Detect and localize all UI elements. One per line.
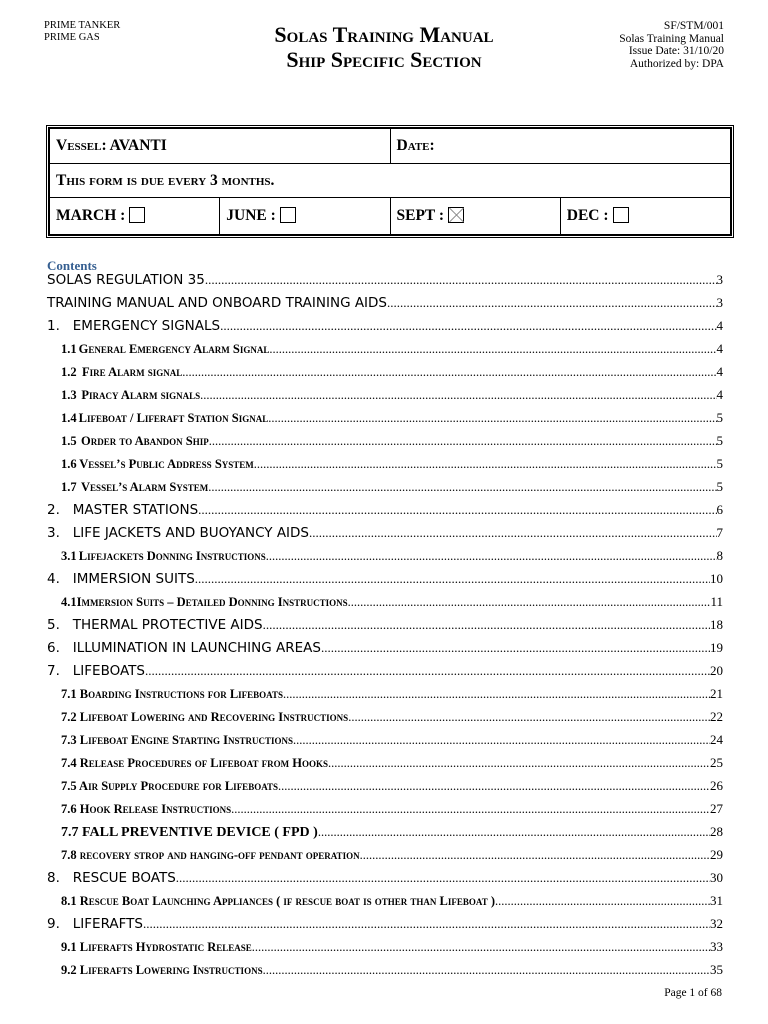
toc-title: 7.5 Air Supply Procedure for Lifeboats (61, 779, 279, 793)
toc-entry[interactable] (47, 640, 723, 663)
toc-page: 5 (716, 456, 723, 471)
toc-title: 7.6 Hook Release Instructions (61, 802, 232, 816)
toc-title: 8.1 Rescue Boat Launching Appliances ( if rescue boat is other than Lifeboat ) (61, 894, 496, 908)
authorized-by: Authorized by: DPA (629, 57, 724, 70)
toc-entry[interactable] (47, 456, 723, 479)
toc-title: Fire Alarm signal (82, 365, 183, 379)
toc-entry[interactable] (47, 870, 723, 893)
page-number: Page 1 of 68 (664, 987, 722, 999)
toc-page: 4 (716, 318, 723, 333)
toc-number: 1.5 (61, 434, 77, 448)
toc-entry[interactable] (47, 686, 723, 709)
toc-number: 4. (47, 571, 60, 587)
document-info (619, 20, 724, 70)
toc-number: 8. (47, 870, 60, 886)
toc-page: 27 (710, 801, 723, 816)
doc-name: Solas Training Manual (619, 32, 724, 45)
toc-page: 19 (710, 640, 723, 655)
toc-page: 25 (710, 755, 723, 770)
toc-title: ILLUMINATION IN LAUNCHING AREAS (72, 640, 321, 656)
month-label: JUNE : (226, 207, 276, 224)
toc-entry[interactable] (47, 479, 723, 502)
toc-page: 11 (710, 594, 723, 609)
toc-number: 7. (47, 663, 60, 679)
toc-title: 9.2 Liferafts Lowering Instructions (61, 963, 263, 977)
toc-number: 1.3 (61, 388, 77, 402)
toc-entry[interactable] (47, 824, 723, 847)
toc-number: 1.4 (61, 411, 77, 425)
company-line-2: PRIME GAS (44, 32, 100, 43)
toc-entry[interactable] (47, 318, 723, 341)
toc-entry[interactable] (47, 755, 723, 778)
month-march (50, 198, 220, 235)
toc-title: 9.1 Liferafts Hydrostatic Release (61, 940, 252, 954)
toc-page: 10 (710, 571, 723, 586)
toc-number: 4.1 (61, 595, 77, 609)
toc-number: 2. (47, 502, 60, 518)
vessel-cell (50, 129, 391, 164)
toc-page: 8 (716, 548, 723, 563)
toc-number: 1.6 (61, 457, 77, 471)
toc-title: 7.1 Boarding Instructions for Lifeboats (61, 687, 284, 701)
title-line-1: Solas Training Manual (274, 22, 494, 47)
month-june (220, 198, 390, 235)
toc-entry[interactable] (47, 916, 723, 939)
vessel-value: AVANTI (109, 137, 167, 154)
date-label: Date: (396, 137, 435, 154)
toc-entry[interactable] (47, 548, 723, 571)
toc-entry[interactable] (47, 663, 723, 686)
toc-entry[interactable] (47, 410, 723, 433)
toc-entry[interactable] (47, 801, 723, 824)
toc-page: 4 (716, 364, 723, 379)
toc-entry[interactable] (47, 364, 723, 387)
toc-page: 28 (710, 824, 723, 839)
dec-checkbox[interactable] (613, 207, 629, 223)
toc-number: 6. (47, 640, 60, 656)
toc-entry[interactable] (47, 778, 723, 801)
toc-number: 9. (47, 916, 60, 932)
toc-title: Lifejackets Donning Instructions (78, 549, 266, 563)
vessel-form (46, 125, 734, 238)
sept-checkbox[interactable] (448, 207, 464, 223)
toc-title: RESCUE BOATS (72, 870, 176, 886)
toc-page: 32 (710, 916, 723, 931)
toc-number: 1.7 (61, 480, 77, 494)
vessel-label: Vessel: (56, 137, 107, 154)
toc-title: Vessel’s Alarm System (81, 480, 209, 494)
table-of-contents (47, 272, 723, 985)
june-checkbox[interactable] (280, 207, 296, 223)
toc-title: LIFERAFTS (72, 916, 143, 932)
due-note: This form is due every 3 months. (50, 164, 731, 198)
title-line-2: Ship Specific Section (286, 47, 482, 72)
toc-entry[interactable] (47, 571, 723, 594)
toc-page: 4 (716, 387, 723, 402)
toc-title: 7.8 recovery strop and hanging-off pendant operation (61, 848, 360, 862)
toc-page: 6 (716, 502, 723, 517)
toc-page: 26 (710, 778, 723, 793)
document-title (200, 22, 568, 72)
toc-entry[interactable] (47, 433, 723, 456)
toc-page: 29 (710, 847, 723, 862)
toc-title: 7.7 FALL PREVENTIVE DEVICE ( FPD ) (61, 825, 318, 840)
toc-page: 22 (710, 709, 723, 724)
toc-entry[interactable] (47, 295, 723, 318)
toc-page: 5 (716, 479, 723, 494)
toc-page: 20 (710, 663, 723, 678)
toc-title: 7.3 Lifeboat Engine Starting Instructions (61, 733, 294, 747)
toc-title: LIFEBOATS (72, 663, 145, 679)
toc-entry[interactable] (47, 341, 723, 364)
toc-page: 5 (716, 433, 723, 448)
toc-number: 3.1 (61, 549, 77, 563)
doc-code: SF/STM/001 (663, 20, 724, 32)
toc-title: THERMAL PROTECTIVE AIDS (72, 617, 263, 633)
toc-page: 21 (710, 686, 723, 701)
month-label: DEC : (566, 207, 609, 224)
toc-entry[interactable] (47, 893, 723, 916)
toc-title: Lifeboat / Liferaft Station Signal (78, 411, 269, 425)
toc-page: 5 (716, 410, 723, 425)
toc-entry[interactable] (47, 617, 723, 640)
toc-entry[interactable] (47, 709, 723, 732)
toc-page: 24 (710, 732, 723, 747)
contents-heading: Contents (47, 258, 97, 273)
toc-title: MASTER STATIONS (72, 502, 199, 518)
toc-title: Order to Abandon Ship (81, 434, 209, 448)
toc-page: 7 (716, 525, 723, 540)
toc-page: 3 (716, 272, 723, 287)
toc-page: 33 (710, 939, 723, 954)
toc-entry[interactable] (47, 847, 723, 870)
toc-title: EMERGENCY SIGNALS (72, 318, 221, 334)
toc-title: Immersion Suits – Detailed Donning Instructions (76, 595, 348, 609)
toc-page: 30 (710, 870, 723, 885)
toc-number: 3. (47, 525, 60, 541)
march-checkbox[interactable] (129, 207, 145, 223)
toc-number: 1.1 (61, 342, 77, 356)
month-label: SEPT : (396, 207, 445, 224)
toc-page: 18 (710, 617, 723, 632)
toc-entry[interactable] (47, 594, 723, 617)
company-names (44, 20, 120, 44)
toc-entry[interactable] (47, 525, 723, 548)
toc-number: 1.2 (61, 365, 77, 379)
toc-page: 31 (710, 893, 723, 908)
date-cell[interactable] (390, 129, 731, 164)
toc-title: 7.4 Release Procedures of Lifeboat from Hooks (61, 756, 328, 770)
toc-title: Piracy Alarm signals (81, 388, 201, 402)
toc-title: LIFE JACKETS AND BUOYANCY AIDS (72, 525, 310, 541)
toc-entry[interactable] (47, 502, 723, 525)
toc-entry[interactable] (47, 732, 723, 755)
toc-title: 7.2 Lifeboat Lowering and Recovering Instructions (61, 710, 349, 724)
toc-entry[interactable] (47, 939, 723, 962)
toc-entry[interactable] (47, 387, 723, 410)
company-line-1: PRIME TANKER (44, 20, 121, 31)
toc-title: General Emergency Alarm Signal (78, 342, 270, 356)
toc-page: 3 (716, 295, 723, 310)
month-sept (390, 198, 560, 235)
toc-entry[interactable] (47, 272, 723, 295)
issue-date: Issue Date: 31/10/20 (628, 45, 724, 57)
toc-title: Vessel’s Public Address System (79, 457, 254, 471)
toc-page: 4 (716, 341, 723, 356)
toc-number: 5. (47, 617, 60, 633)
month-dec (560, 198, 730, 235)
month-label: MARCH : (56, 207, 126, 224)
toc-title: TRAINING MANUAL AND ONBOARD TRAINING AIDS (47, 295, 388, 311)
toc-title: IMMERSION SUITS (72, 571, 195, 587)
toc-title: SOLAS REGULATION 35 (47, 272, 205, 288)
toc-number: 1. (47, 318, 60, 334)
toc-entry[interactable] (47, 962, 723, 985)
toc-page: 35 (710, 962, 723, 977)
